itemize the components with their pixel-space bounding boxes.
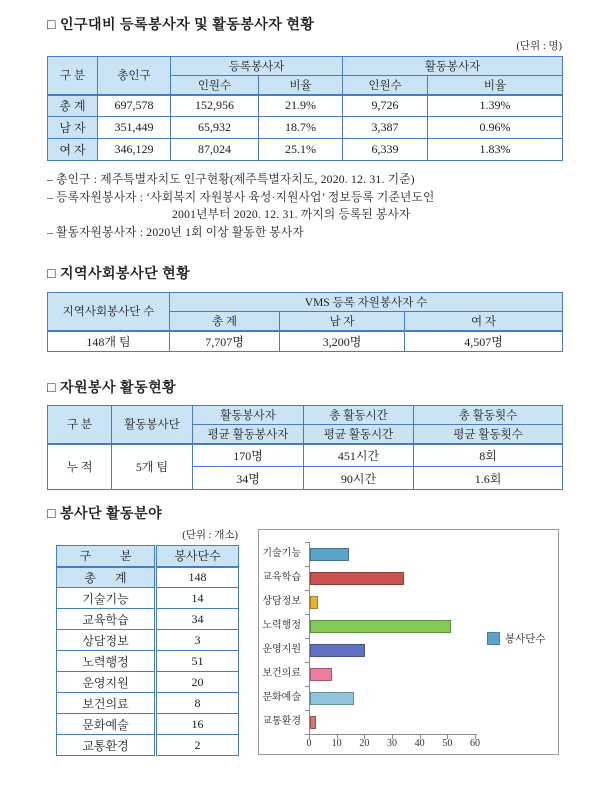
- section1-title: □ 인구대비 등록봉사자 및 활동봉사자 현황: [47, 18, 315, 33]
- chart-x-tick-label: 30: [387, 738, 397, 749]
- chart-bar: [310, 596, 318, 609]
- activity-status-table: [47, 405, 563, 490]
- chart-bar: [310, 692, 354, 705]
- col-header-male: 남 자: [280, 312, 405, 331]
- cell: 34명: [193, 467, 304, 490]
- col-header-reg-count: 인원수: [171, 76, 259, 95]
- cell: 6,339: [343, 139, 428, 161]
- chart-bar: [310, 572, 404, 585]
- chart-row: [310, 614, 475, 638]
- chart-category-label: 교육학습: [262, 572, 301, 583]
- chart-category-label: 교통환경: [262, 716, 301, 727]
- chart-y-tick: [305, 590, 310, 591]
- cell: 20: [156, 672, 239, 693]
- row-label: 여 자: [48, 139, 98, 161]
- activity-field-bar-chart: [258, 529, 559, 755]
- note-line: – 등록자원봉사자 : ‘사회복지 자원봉사 육성·지원사업’ 정보등록 기준년도인: [47, 190, 435, 204]
- cell: 1.83%: [428, 139, 563, 161]
- chart-legend: [487, 631, 546, 646]
- cell: 1.39%: [428, 95, 563, 117]
- chart-row: [310, 590, 475, 614]
- cell: 2: [156, 735, 239, 756]
- chart-plot: [309, 542, 475, 734]
- col-header-act-ratio: 비율: [428, 76, 563, 95]
- table4-header-row: [57, 546, 239, 567]
- chart-row: [310, 662, 475, 686]
- section2-title: □ 지역사회봉사단 현황: [47, 267, 191, 282]
- chart-x-tick-label: 60: [470, 738, 480, 749]
- cell: 51: [156, 651, 239, 672]
- col-header-avg-volunteers: 평균 활동봉사자: [193, 425, 304, 444]
- section3-title: □ 자원봉사 활동현황: [47, 381, 177, 396]
- cell: 9,726: [343, 95, 428, 117]
- col-header-act-count: 인원수: [343, 76, 428, 95]
- cell: 65,932: [171, 117, 259, 139]
- chart-y-tick: [305, 662, 310, 663]
- cell: 14: [156, 588, 239, 609]
- table3-header-row1: [48, 406, 563, 425]
- chart-x-tick-label: 20: [359, 738, 370, 749]
- chart-y-tick: [305, 566, 310, 567]
- col-header-vms: VMS 등록 자원봉사자 수: [170, 293, 563, 312]
- col-header-total: 총 계: [170, 312, 280, 331]
- section4-content: [47, 523, 562, 756]
- table-row: [57, 735, 239, 756]
- row-label: 상담정보: [57, 630, 156, 651]
- chart-category-label: 문화예술: [262, 692, 301, 703]
- row-label: 기술기능: [57, 588, 156, 609]
- cell: 16: [156, 714, 239, 735]
- section4-unit-label: (단위 : 개소): [182, 530, 238, 541]
- col-header-active: 활동봉사자: [343, 57, 563, 76]
- row-label: 누 적: [48, 444, 112, 490]
- cell: 148: [156, 567, 239, 588]
- chart-x-tick-label: 40: [414, 738, 425, 749]
- cell: 7,707명: [170, 331, 280, 352]
- table-row: [48, 331, 563, 352]
- table2-header-row1: [48, 293, 563, 312]
- cell: 8: [156, 693, 239, 714]
- col-header-active-team: 활동봉사단: [112, 406, 193, 444]
- table-row: [57, 630, 239, 651]
- col-header-total-hours: 총 활동시간: [304, 406, 414, 425]
- chart-row: [310, 566, 475, 590]
- chart-bar: [310, 716, 316, 729]
- cell: 87,024: [171, 139, 259, 161]
- section1-unit-label: (단위 : 명): [516, 41, 562, 52]
- col-header-avg-hours: 평균 활동시간: [304, 425, 414, 444]
- row-label: 문화예술: [57, 714, 156, 735]
- row-label: 교통환경: [57, 735, 156, 756]
- chart-x-tick-label: 50: [442, 738, 453, 749]
- col-header-gubun: 구 분: [57, 546, 156, 567]
- table-row: [48, 117, 563, 139]
- col-header-avg-times: 평균 활동횟수: [414, 425, 563, 444]
- table-row: [57, 672, 239, 693]
- chart-bar: [310, 620, 451, 633]
- row-label: 총 계: [48, 95, 98, 117]
- table-row: [57, 609, 239, 630]
- cell: 697,578: [98, 95, 171, 117]
- chart-category-label: 보건의료: [262, 668, 301, 679]
- chart-y-tick: [305, 614, 310, 615]
- footnotes: [47, 171, 562, 241]
- row-label: 총 계: [57, 567, 156, 588]
- col-header-gubun: 구 분: [48, 406, 112, 444]
- chart-row: [310, 542, 475, 566]
- chart-y-tick: [305, 638, 310, 639]
- cell: 18.7%: [259, 117, 343, 139]
- col-header-team-count: 지역사회봉사단 수: [48, 293, 170, 331]
- col-header-total-population: 총인구: [98, 57, 171, 95]
- legend-label: 봉사단수: [505, 634, 546, 645]
- chart-x-labels: [306, 738, 480, 752]
- row-label: 노력행정: [57, 651, 156, 672]
- chart-category-label: 노력행정: [262, 620, 301, 631]
- cell: 5개 팀: [112, 444, 193, 490]
- population-volunteer-table: [47, 56, 563, 161]
- cell: 21.9%: [259, 95, 343, 117]
- col-header-female: 여 자: [405, 312, 563, 331]
- chart-row: [310, 686, 475, 710]
- cell: 152,956: [171, 95, 259, 117]
- cell: 0.96%: [428, 117, 563, 139]
- cell: 25.1%: [259, 139, 343, 161]
- cell: 346,129: [98, 139, 171, 161]
- col-header-active-volunteers: 활동봉사자: [193, 406, 304, 425]
- chart-y-tick: [305, 686, 310, 687]
- chart-row: [310, 710, 475, 734]
- note-line: 2001년부터 2020. 12. 31. 까지의 등록된 봉사자: [172, 208, 411, 221]
- chart-category-label: 상담정보: [262, 596, 301, 607]
- col-header-reg-ratio: 비율: [259, 76, 343, 95]
- section4-title: □ 봉사단 활동분야: [47, 507, 163, 522]
- cell: 3: [156, 630, 239, 651]
- chart-bar: [310, 548, 349, 561]
- table-row: [48, 95, 563, 117]
- chart-category-label: 운영지원: [262, 644, 301, 655]
- cell: 351,449: [98, 117, 171, 139]
- row-label: 운영지원: [57, 672, 156, 693]
- table-row: [57, 651, 239, 672]
- legend-color-swatch: [487, 632, 500, 645]
- table-row: [48, 444, 563, 467]
- chart-y-labels: [261, 542, 305, 734]
- row-label: 보건의료: [57, 693, 156, 714]
- table-row: [57, 588, 239, 609]
- chart-x-axis: [309, 734, 477, 735]
- row-label: 교육학습: [57, 609, 156, 630]
- col-header-registered: 등록봉사자: [171, 57, 343, 76]
- chart-column: [258, 529, 559, 755]
- cell: 451시간: [304, 444, 414, 467]
- table-row: [57, 693, 239, 714]
- cell: 4,507명: [405, 331, 563, 352]
- cell: 170명: [193, 444, 304, 467]
- cell: 148개 팀: [48, 331, 170, 352]
- chart-row: [310, 638, 475, 662]
- col-header-team-count: 봉사단수: [156, 546, 239, 567]
- col-header-gubun: 구 분: [48, 57, 98, 95]
- note-line: – 활동자원봉사자 : 2020년 1회 이상 활동한 봉사자: [47, 225, 304, 239]
- chart-x-tick-label: 10: [331, 738, 342, 749]
- cell: 90시간: [304, 467, 414, 490]
- table-row: [48, 139, 563, 161]
- chart-bar: [310, 668, 332, 681]
- cell: 34: [156, 609, 239, 630]
- cell: 3,387: [343, 117, 428, 139]
- note-line: – 총인구 : 제주특별자치도 인구현황(제주특별자치도, 2020. 12. 31. 기준): [47, 173, 415, 186]
- community-team-table: [47, 292, 563, 352]
- table-row: [57, 714, 239, 735]
- cell: 8회: [414, 444, 563, 467]
- table-row: [57, 567, 239, 588]
- chart-x-tick-label: 0: [306, 738, 312, 749]
- cell: 3,200명: [280, 331, 405, 352]
- cell: 1.6회: [414, 467, 563, 490]
- field-table-column: [56, 523, 238, 756]
- table1-header-row1: [48, 57, 563, 76]
- chart-category-label: 기술기능: [262, 548, 301, 559]
- chart-y-tick: [305, 710, 310, 711]
- chart-y-tick: [305, 542, 310, 543]
- chart-bar: [310, 644, 365, 657]
- row-label: 남 자: [48, 117, 98, 139]
- activity-field-table: [56, 545, 239, 756]
- col-header-total-times: 총 활동횟수: [414, 406, 563, 425]
